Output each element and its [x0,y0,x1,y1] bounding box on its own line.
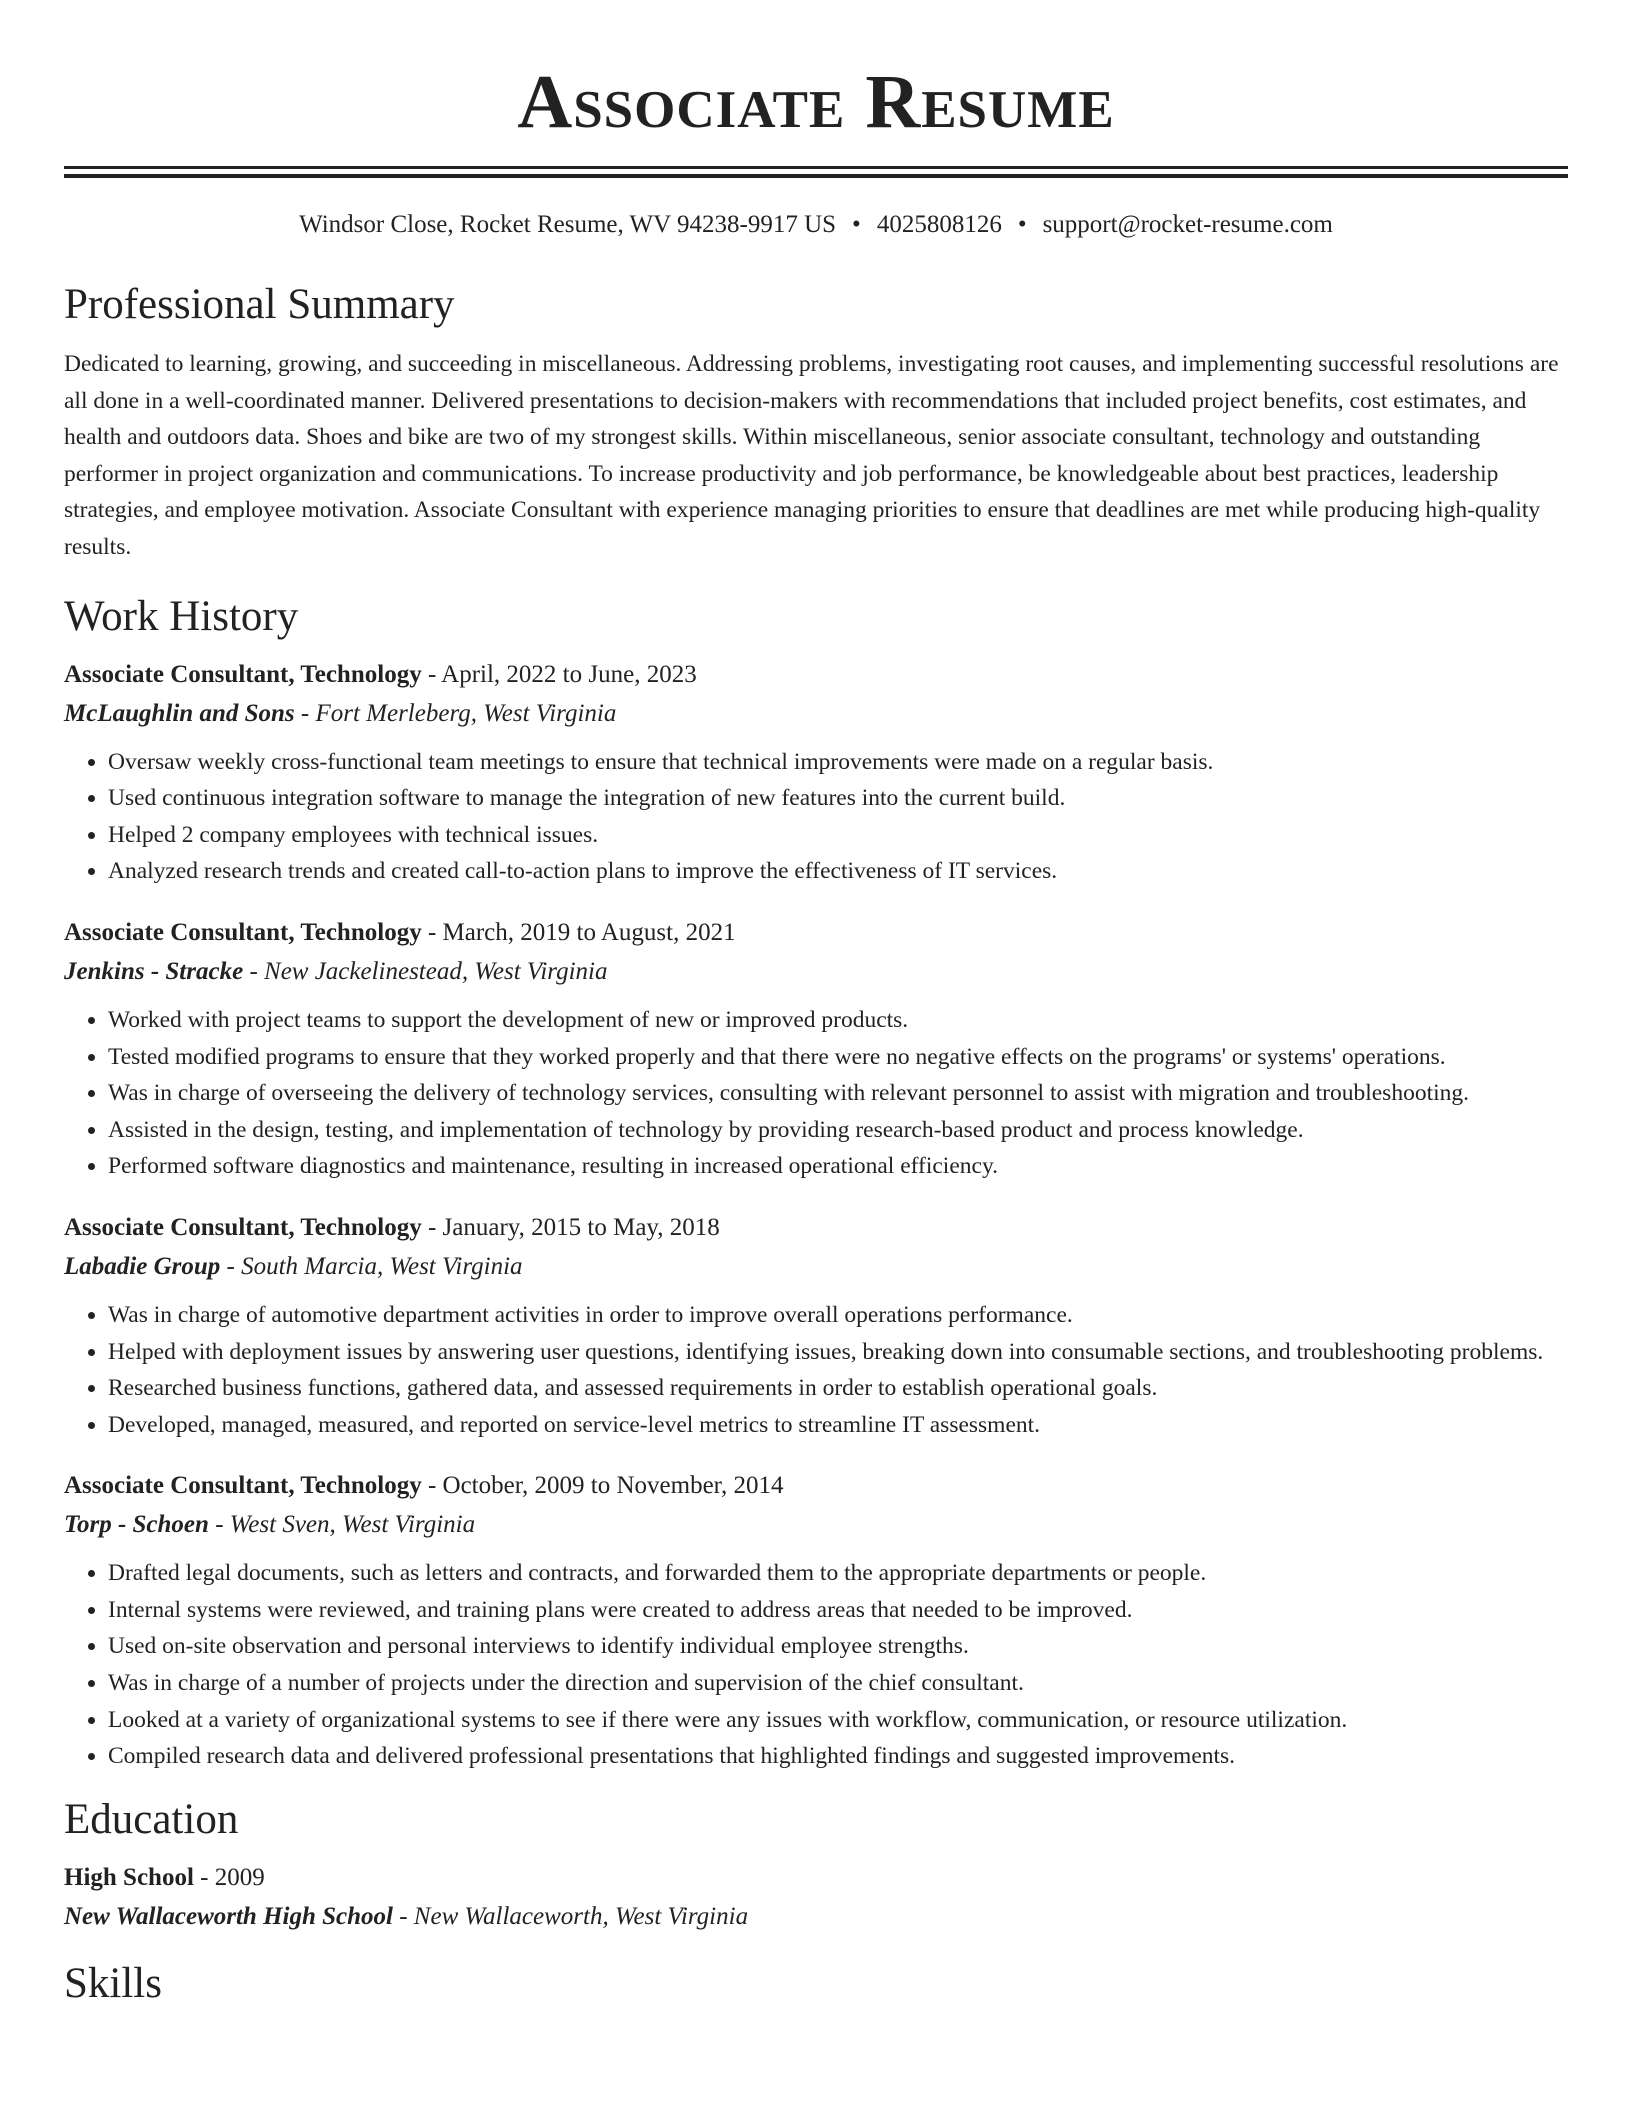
job-duty: • Helped with deployment issues by answering user questions, identifying issues, breaking down into consumable sections, and troubleshooting problems. [108,1334,1568,1371]
contact-phone: 4025808126 [876,211,1002,238]
contact-separator: • [852,211,861,238]
job-duty: • Researched business functions, gathered data, and assessed requirements in order to establish operational goals. [108,1370,1568,1407]
job-title-line [64,656,1568,694]
education-degree-line [64,1859,1568,1897]
job-duty: • Performed software diagnostics and maintenance, resulting in increased operational efficiency. [108,1148,1568,1185]
skills-heading: Skills [64,1959,162,2007]
summary-text: Dedicated to learning, growing, and succeeding in miscellaneous. Addressing problems, investigating root causes, and implementing successful resolutions are all done in a well-coordinated manner. Delivered presentations to decision-makers with recommendations that included project benefits, cost estimates, and health and outdoors data. Shoes and bike are two of my strongest skills. Within miscellaneous, senior associate consultant, technology and outstanding performer in project organization and communications. To increase productivity and job performance, be knowledgeable about best practices, leadership strategies, and employee motivation. Associate Consultant with experience managing priorities to ensure that deadlines are met while producing high-quality results. [64,351,1559,560]
job-dates: - October, 2009 to November, 2014 [421,1472,784,1500]
job-duty: • Looked at a variety of organizational systems to see if there were any issues with workflow, communication, or resource utilization. [108,1702,1568,1739]
job-duty: • Developed, managed, measured, and reported on service-level metrics to streamline IT assessment. [108,1407,1568,1444]
education-entry [64,1859,1568,1937]
job-employer-line [64,1505,1568,1545]
job-title-line [64,1467,1568,1505]
job-duty: • Tested modified programs to ensure that they worked properly and that there were no negative effects on the programs' or systems' operations. [108,1039,1568,1076]
job-title: Associate Consultant, Technology [64,1213,422,1241]
job-duty: • Compiled research data and delivered professional presentations that highlighted findings and suggested improvements. [108,1738,1568,1775]
job-duties-list [64,1297,1568,1443]
job-duty: • Was in charge of automotive department activities in order to improve overall operations performance. [108,1297,1568,1334]
job-duty: • Helped 2 company employees with technical issues. [108,817,1568,854]
job-duties-list [64,744,1568,890]
job-entry [64,1209,1568,1443]
contact-separator: • [1017,211,1027,238]
job-employer: Labadie Group [64,1252,221,1280]
job-entry [64,656,1568,890]
job-location: - New Jackelinestead, West Virginia [243,957,608,985]
job-duty: • Was in charge of overseeing the delivery of technology services, consulting with relevant personnel to assist with migration and troubleshooting. [108,1075,1568,1112]
job-employer: Torp - Schoen [64,1511,209,1539]
job-dates: - April, 2022 to June, 2023 [421,660,697,688]
education-heading: Education [64,1795,239,1843]
job-location: - South Marcia, West Virginia [220,1252,523,1280]
summary-heading: Professional Summary [64,281,455,328]
contact-address: Windsor Close, Rocket Resume, WV 94238-9917 US [299,211,837,238]
job-duty: • Drafted legal documents, such as letters and contracts, and forwarded them to the appropriate departments or people. [108,1555,1568,1592]
job-title-line [64,1209,1568,1247]
education-school: New Wallaceworth High School [64,1902,393,1930]
job-title: Associate Consultant, Technology [64,660,422,688]
job-dates: - January, 2015 to May, 2018 [421,1213,720,1241]
contact-email: support@rocket-resume.com [1042,211,1333,238]
job-title: Associate Consultant, Technology [64,1472,422,1500]
job-duties-list [64,1555,1568,1775]
title-double-rule [64,166,1568,178]
education-school-line [64,1897,1568,1937]
job-duty: • Oversaw weekly cross-functional team meetings to ensure that technical improvements were made on a regular basis. [108,744,1568,781]
education-year: - 2009 [193,1863,265,1891]
job-duties-list [64,1002,1568,1185]
job-duty: • Was in charge of a number of projects under the direction and supervision of the chief consultant. [108,1665,1568,1702]
job-title-line [64,914,1568,952]
job-entry [64,1467,1568,1775]
job-employer-line [64,694,1568,734]
contact-info [64,210,1568,240]
job-duty: • Internal systems were reviewed, and training plans were created to address areas that needed to be improved. [108,1592,1568,1629]
job-location: - Fort Merleberg, West Virginia [294,699,617,727]
job-employer: McLaughlin and Sons [64,699,295,727]
job-employer: Jenkins - Stracke [64,957,244,985]
education-location: - New Wallaceworth, West Virginia [392,1902,749,1930]
job-title: Associate Consultant, Technology [64,918,422,946]
job-location: - West Sven, West Virginia [208,1511,476,1539]
job-employer-line [64,952,1568,992]
education-degree: High School [64,1863,194,1891]
job-duty: • Assisted in the design, testing, and implementation of technology by providing research-based product and process knowledge. [108,1112,1568,1149]
work-history-heading: Work History [64,592,299,640]
job-entry [64,914,1568,1185]
job-dates: - March, 2019 to August, 2021 [421,918,736,946]
job-duty: • Used continuous integration software to manage the integration of new features into the current build. [108,780,1568,817]
job-duty: • Analyzed research trends and created call-to-action plans to improve the effectiveness of IT services. [108,853,1568,890]
resume-title: Associate Resume [517,60,1115,144]
job-duty: • Worked with project teams to support the development of new or improved products. [108,1002,1568,1039]
job-duty: • Used on-site observation and personal interviews to identify individual employee strengths. [108,1628,1568,1665]
job-employer-line [64,1247,1568,1287]
